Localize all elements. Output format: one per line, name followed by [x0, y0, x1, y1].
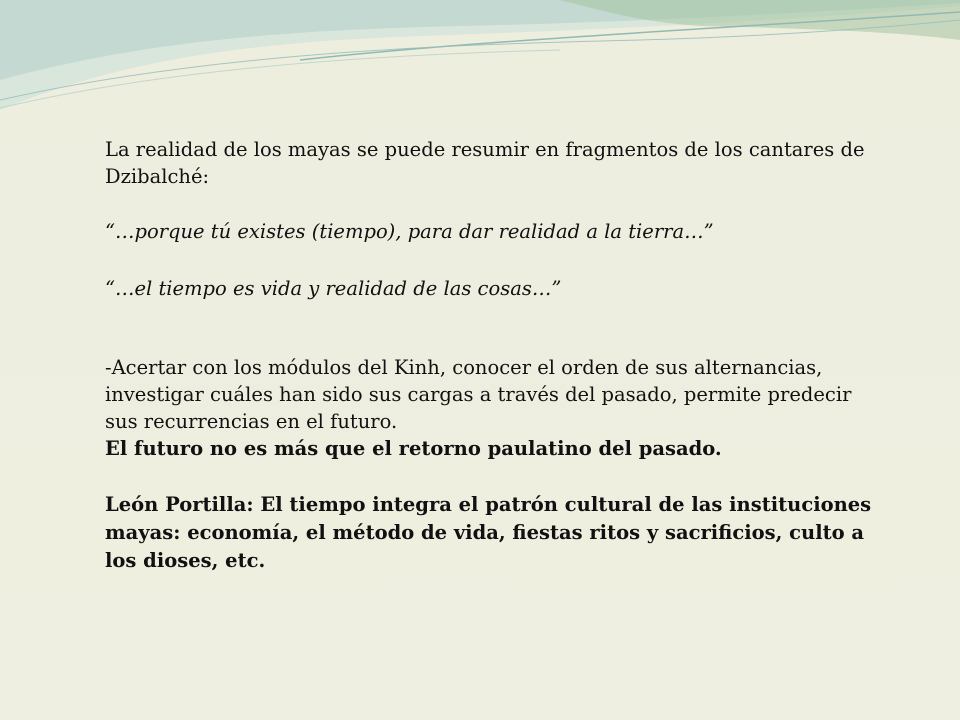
- slide-content: [105, 136, 885, 575]
- quote-vida: “…el tiempo es vida y realidad de las cosas…”: [105, 277, 562, 300]
- quote-tierra: “…porque tú existes (tiempo), para dar realidad a la tierra…”: [105, 220, 714, 243]
- intro-text: La realidad de los mayas se puede resumir en fragmentos de los cantares de Dzibalché:: [105, 138, 865, 188]
- header-wave-decoration: [0, 0, 960, 120]
- portilla-statement: León Portilla: El tiempo integra el patrón cultural de las instituciones mayas: economía, el método de vida, fiestas ritos y sacrificios, culto a los dioses, etc.: [105, 493, 872, 572]
- future-statement: El futuro no es más que el retorno paulatino del pasado.: [105, 437, 722, 460]
- kinh-paragraph: -Acertar con los módulos del Kinh, conocer el orden de sus alternancias, investigar cuáles han sido sus cargas a través del pasado, permite predecir sus recurrencias en el futuro.: [105, 356, 852, 433]
